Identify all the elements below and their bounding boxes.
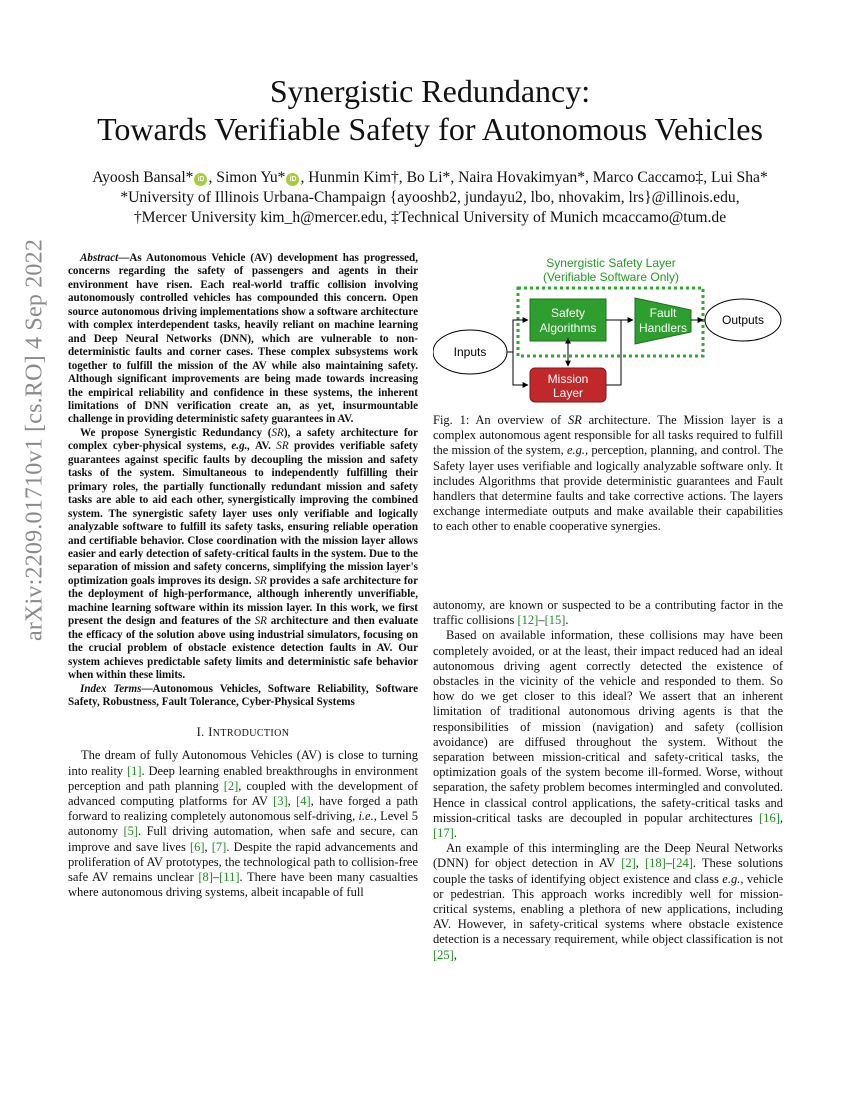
sr-symbol: SR xyxy=(254,615,267,628)
citation-link[interactable]: [12] xyxy=(517,613,539,628)
citation-link[interactable]: [8] xyxy=(198,870,213,885)
affiliation-1: *University of Illinois Urbana-Champaign {ayooshb2, jundayu2, lbo, nhovakim, lrs}@illinois.edu, xyxy=(120,189,740,206)
section-title-rest: NTRODUCTION xyxy=(212,728,290,740)
author-block xyxy=(50,168,810,228)
abstract-p2-a: We propose Synergistic Redundancy ( xyxy=(80,426,272,439)
intro-ie: i.e., xyxy=(358,809,377,824)
inputs-label: Inputs xyxy=(453,345,487,359)
safety-algorithms-label-1: Safety xyxy=(550,306,586,320)
fault-handlers-label-1: Fault xyxy=(649,306,677,320)
citation-link[interactable]: [16] xyxy=(759,810,780,825)
intro-text: . There have been many casualties where autonomous driving systems, albeit incapable of full xyxy=(68,870,418,900)
abstract xyxy=(68,252,418,709)
safety-layer-subtitle: (Verifiable Software Only) xyxy=(542,270,680,284)
caption-text: perception, planning, and control. The Safety layer uses verifiable and logically analyzable software only. It includes Algorithms that provide deterministic guarantees and Fault handlers that determine faults and take corrective actions. The layers exchange intermediate outputs and make available their capabilities to each other to enable cooperative synergies. xyxy=(433,443,783,534)
right-text: – xyxy=(538,613,545,628)
intro-text: , coupled with the development of advanced computing platforms for AV xyxy=(68,778,418,809)
abstract-p2-f: architecture and then evaluate the efficacy of the solution above using industrial simulators, focusing on the crucial problem of obstacle existence detection faults in AV. Our system achieves predictable safety limits and deterministic safe behavior when within these limits. xyxy=(68,615,418,682)
intro-text: , xyxy=(287,794,297,809)
arxiv-id[interactable]: arXiv:2209.01710v1 [cs.RO] 4 Sep 2022 xyxy=(21,238,48,642)
citation-link[interactable]: [7] xyxy=(211,839,227,854)
author-list xyxy=(50,168,810,188)
affiliation-2: †Mercer University kim_h@mercer.edu, ‡Technical University of Munich mcaccamo@tum.de xyxy=(133,209,727,226)
abstract-eg: e.g., xyxy=(231,440,251,453)
intro-text: Level 5 autonomy xyxy=(68,809,418,839)
index-terms: —Autonomous Vehicles, Software Reliability, Software Safety, Robustness, Fault Tolerance, Cyber-Physical Systems xyxy=(68,682,418,708)
arxiv-sidebar-stamp xyxy=(20,0,50,1100)
right-text: . xyxy=(453,826,457,841)
abstract-p2-b: ), a safety architecture for complex cyber-physical systems, xyxy=(68,426,419,453)
sr-symbol: SR xyxy=(254,574,267,587)
intro-body xyxy=(68,748,418,900)
citation-link[interactable]: [3] xyxy=(273,794,288,809)
right-text: – xyxy=(665,856,673,871)
mission-layer-label-2: Layer xyxy=(552,386,584,400)
edge-mission-to-fault xyxy=(606,320,621,385)
citation-link[interactable]: [1] xyxy=(126,763,142,778)
figure-1-caption xyxy=(433,413,783,535)
citation-link[interactable]: [24] xyxy=(672,856,693,871)
right-text: vehicle or pedestrian. This approach works incredibly well for mission-critical systems, enabling a plethora of new applications, including AV. However, in safety-critical systems where obstacle existence detection is a necessary requirement, while object classification is not xyxy=(433,871,784,947)
citation-link[interactable]: [6] xyxy=(189,839,205,854)
citation-link[interactable]: [2] xyxy=(621,856,636,871)
right-text: Based on available information, these collisions may have been completely avoided, or at the least, their impact reduced had an ideal autonomous driving agent correctly detected the existence of obstacles in the vicinity of the vehicle and responded to them. So how do we get closer to this ideal? We assert that an inherent limitation of traditional autonomous driving agents is that the responsibilities of mission (navigation) and safety (collision avoidance) are diffused throughout the system. Without the separation between mission-critical and safety-critical tasks, the optimization goals of the system become ill-formed. Worse, without separation, the safety problem becomes intermingled and convoluted. Hence in classical control applications, the safety-critical tasks and mission-critical tasks are decoupled in popular architectures xyxy=(433,628,783,825)
architecture-diagram xyxy=(433,252,783,407)
title-line-1: Synergistic Redundancy: xyxy=(269,73,591,109)
right-column-figure xyxy=(433,252,783,535)
right-column-body xyxy=(433,598,783,963)
right-text: , xyxy=(779,810,783,825)
citation-link[interactable]: [18] xyxy=(645,856,666,871)
safety-algorithms-label-2: Algorithms xyxy=(539,321,597,335)
title-line-2: Towards Verifiable Safety for Autonomous Vehicles xyxy=(97,111,763,147)
right-text: autonomy, are known or suspected to be a contributing factor in the traffic collisions xyxy=(433,598,783,628)
right-text: . xyxy=(565,613,569,628)
citation-link[interactable]: [2] xyxy=(223,778,239,793)
author-others: , Hunmin Kim†, Bo Li*, Naira Hovakimyan*, Marco Caccamo‡, Lui Sha* xyxy=(300,169,768,186)
caption-text: architecture. The Mission layer is a complex autonomous agent responsible for all tasks required to fulfill the mission of the system, xyxy=(433,413,783,458)
intro-text: – xyxy=(212,870,220,885)
abstract-p2-c: AV. xyxy=(250,440,277,453)
author-yu: , Simon Yu* xyxy=(208,169,286,186)
outputs-label: Outputs xyxy=(721,313,765,327)
right-text: . These solutions couple the tasks of identifying object existence and class xyxy=(433,856,783,886)
section-title-initial: I xyxy=(208,725,213,740)
caption-eg: e.g., xyxy=(566,443,589,458)
fault-handlers-label-2: Handlers xyxy=(638,321,688,335)
section-number: I. xyxy=(196,725,209,740)
section-heading-introduction xyxy=(68,725,418,740)
sr-symbol: SR xyxy=(567,413,582,427)
right-eg: e.g., xyxy=(722,871,744,886)
right-text: An example of this intermingling are the Deep Neural Networks (DNN) for object detection in AV xyxy=(433,841,783,871)
edge-inputs-to-mission xyxy=(513,352,528,385)
caption-text: An overview of xyxy=(469,413,568,427)
sr-symbol: SR xyxy=(276,440,289,453)
intro-text: The dream of fully Autonomous Vehicles (AV) is close to turning into reality xyxy=(68,748,418,778)
intro-text: , xyxy=(204,839,212,854)
right-text: , xyxy=(635,856,645,871)
citation-link[interactable]: [25] xyxy=(433,947,454,962)
orcid-icon[interactable]: iD xyxy=(286,173,299,186)
abstract-label: Abstract xyxy=(80,252,119,264)
sr-symbol: SR xyxy=(271,426,284,439)
right-text: , xyxy=(453,947,457,962)
abstract-p1: —As Autonomous Vehicle (AV) development has progressed, concerns regarding the safety of passengers and agents in their environment have risen. Each real-world traffic collision involving autonomously controlled vehicles has compounded this concern. Open source autonomous driving implementations show a software architecture with complex interdependent tasks, heavily reliant on machine learning and Deep Neural Networks (DNN), which are vulnerable to non-deterministic faults and corner cases. These complex subsystems work together to fulfill the mission of the AV while also maintaining safety. Although significant improvements are being made towards increasing the empirical reliability and confidence in these systems, the inherent limitations of DNN verification create an, as yet, insurmountable challenge in providing deterministic safety guarantees in AV. xyxy=(68,252,418,426)
figure-1-diagram xyxy=(433,252,783,407)
mission-layer-label-1: Mission xyxy=(547,372,589,386)
citation-link[interactable]: [15] xyxy=(544,613,566,628)
abstract-p2-d: provides verifiable safety guarantees against specific faults by decoupling the mission and safety tasks of the system. Simultaneous to independently fulfilling their primary roles, the partially functionally redundant mission and safety tasks are able to aid each other, synergistically improving the combined system. The synergistic safety layer uses only verifiable and logically analyzable software to fulfill its safety tasks, ensuring reliable operation and certifiable behavior. Close coordination with the mission layer allows easier and early detection of safety-critical faults in the system. Due to the separation of mission and safety concerns, simplifying the mission layer's optimization goals improves its design. xyxy=(68,440,418,587)
intro-text: . Full driving automation, when safe and secure, can improve and save lives xyxy=(68,824,418,854)
intro-text: . Deep learning enabled breakthroughs in environment perception and path planning xyxy=(68,763,418,793)
abstract-p2-e: provides a safe architecture for the deployment of high-performance, although inherently unverifiable, machine learning software within its mission layer. In this work, we first present the design and features of the xyxy=(68,574,418,628)
intro-text: . Despite the rapid advancements and proliferation of AV prototypes, the technological path to collision-free safe AV remains unclear xyxy=(68,839,418,885)
author-bansal: Ayoosh Bansal* xyxy=(92,169,194,186)
paper-title xyxy=(60,72,800,148)
citation-link[interactable]: [17] xyxy=(433,826,454,841)
index-terms-label: Index Terms xyxy=(80,682,142,695)
caption-label: Fig. 1: xyxy=(433,413,470,427)
citation-link[interactable]: [4] xyxy=(296,794,311,809)
intro-text: , have forged a path forward to realizing completely autonomous self-driving, xyxy=(68,794,418,824)
citation-link[interactable]: [11] xyxy=(219,870,240,885)
orcid-icon[interactable]: iD xyxy=(194,173,207,186)
safety-layer-title: Synergistic Safety Layer xyxy=(546,256,676,270)
citation-link[interactable]: [5] xyxy=(123,824,139,839)
left-column xyxy=(68,252,418,900)
